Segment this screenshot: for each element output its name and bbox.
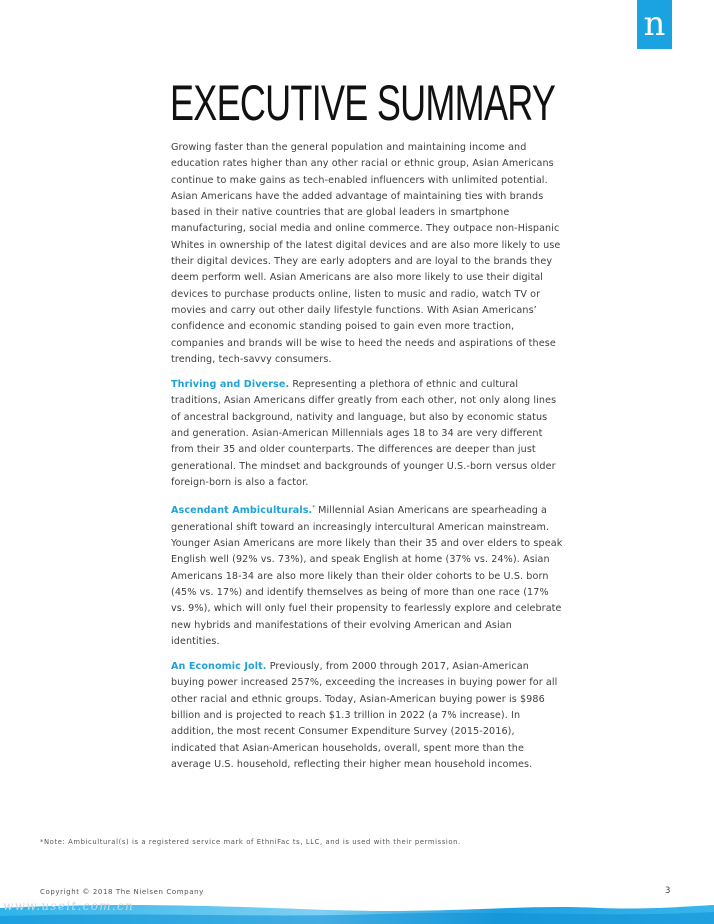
summary-body <box>171 140 563 782</box>
section-economic <box>171 659 563 773</box>
intro-paragraph: Growing faster than the general population and maintaining income and education rates higher than any other racial or ethnic group, Asian Americans continue to make gains as tech-enabled influencers with unlimited potential. Asian Americans have the added advantage of maintaining ties with brands based in their native countries that are global leaders in smartphone manufacturing, social media and online commerce. They outpace non-Hispanic Whites in ownership of the latest digital devices and are also more likely to use their digital devices. They are early adopters and are loyal to the brands they deem perform well. Asian Americans are also more likely to use their digital devices to purchase products online, listen to music and radio, watch TV or movies and carry out other daily lifestyle functions. With Asian Americans’ confidence and economic standing poised to gain even more traction, companies and brands will be wise to heed the needs and aspirations of these trending, tech-savvy consumers. <box>171 142 561 365</box>
section-thriving <box>171 377 563 491</box>
section-text: Previously, from 2000 through 2017, Asian-American buying power increased 257%, exceeding the increases in buying power for all other racial and ethnic groups. Today, Asian-American buying power is $986 billion and is projected to reach $1.3 trillion in 2022 (a 7% increase). In addition, the most recent Consumer Expenditure Survey (2015-2016), indicated that Asian-American households, overall, spent more than the average U.S. household, reflecting their higher mean household incomes. <box>171 661 558 770</box>
page-title: EXECUTIVE SUMMARY <box>170 75 556 131</box>
footnote-marker: * <box>312 505 315 512</box>
section-heading: Thriving and Diverse. <box>171 379 290 391</box>
section-ambiculturals <box>171 500 563 650</box>
footnote: *Note: Ambicultural(s) is a registered service mark of EthniFac ts, LLC, and is used with their permission. <box>40 838 461 846</box>
section-text: Millennial Asian Americans are spearheading a generational shift toward an increasingly intercultural American mainstream. Younger Asian Americans are more likely than their 35 and over elders to speak English well (92% vs. 73%), and speak English at home (37% vs. 24%). Asian Americans 18-34 are also more likely than their older cohorts to be U.S. born (45% vs. 17%) and identify themselves as being of more than one race (17% vs. 9%), which will only fuel their propensity to fearlessly explore and celebrate new hybrids and manifestations of their evolving American and Asian identities. <box>171 505 563 647</box>
section-text: Representing a plethora of ethnic and cultural traditions, Asian Americans differ greatly from each other, not only along lines of ancestral background, nativity and language, but also by economic status and generation. Asian-American Millennials ages 18 to 34 are very different from their 35 and older counterparts. The differences are deeper than just generational. The mindset and backgrounds of younger U.S.-born versus older foreign-born is also a factor. <box>171 379 557 488</box>
page-number: 3 <box>665 886 671 896</box>
section-heading: Ascendant Ambiculturals. <box>171 505 313 517</box>
logo-letter: n <box>643 3 666 44</box>
nielsen-logo <box>637 0 672 49</box>
copyright: Copyright © 2018 The Nielsen Company <box>40 888 204 896</box>
watermark-text: www.useit.com.cn <box>3 899 135 913</box>
section-heading: An Economic Jolt. <box>171 661 267 673</box>
